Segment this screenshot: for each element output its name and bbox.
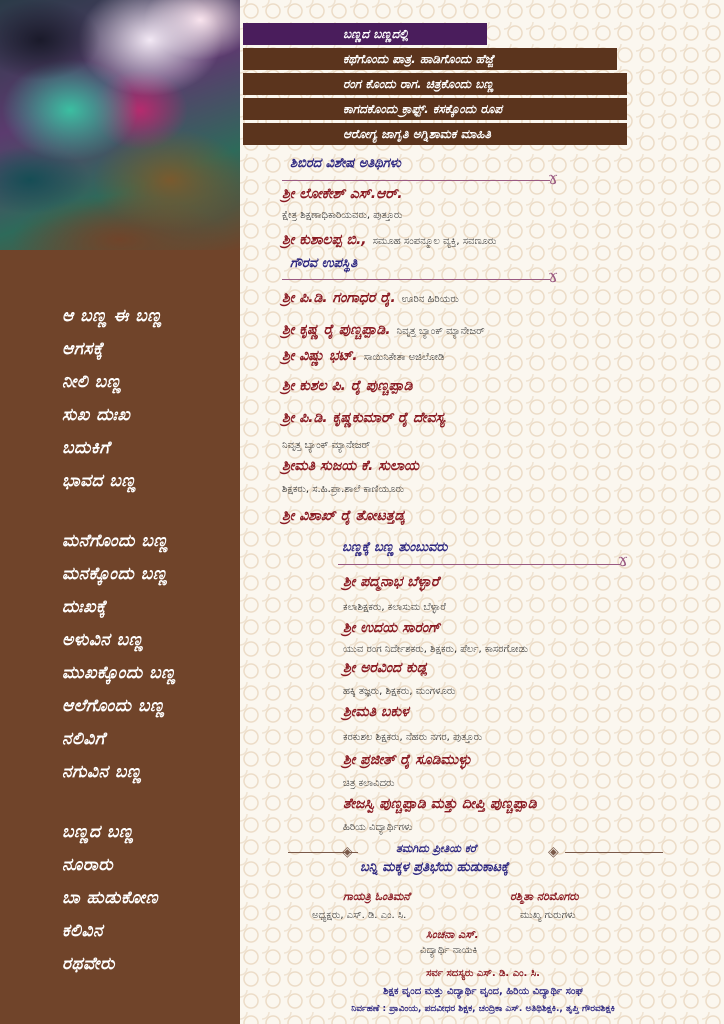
title-bar-main: ಬಣ್ಣದ ಬಣ್ಣದಲ್ಲಿ (243, 23, 487, 45)
footer-line: ಶಿಕ್ಷಕ ವೃಂದ ಮತ್ತು ವಿದ್ಯಾರ್ಥಿ ವೃಂದ, ಹಿರಿಯ ವಿದ್ಯಾರ್ಥಿ ಸಂಘ (383, 986, 583, 997)
honor-row (282, 290, 459, 306)
invite-title: ಬನ್ನಿ ಮಕ್ಕಳ ಪ್ರತಿಭೆಯ ಹುಡುಕಾಟಕ್ಕೆ (360, 860, 509, 875)
person-role: ಅಧ್ಯಕ್ಷರು, ಎಸ್. ಡಿ. ಎಂ. ಸಿ. (312, 910, 407, 921)
poem-line: ಸುಖ ದುಃಖ (62, 405, 131, 425)
poem-line: ಆಗಸಕ್ಕೆ (62, 339, 104, 359)
divider (338, 564, 620, 565)
artist-desc: ಯುವ ರಂಗ ನಿರ್ದೇಶಕರು, ಶಿಕ್ಷಕರು, ಪೆರ್ಲ, ಕಾಸರಗೋಡು (343, 644, 529, 655)
flourish-ornament: ɤ (548, 168, 559, 189)
poem-line: ಬಣ್ಣದ ಬಣ್ಣ (62, 822, 134, 842)
left-panel (0, 0, 240, 1024)
honor-desc: ನಿವೃತ್ತ ಬ್ಯಾಂಕ್ ಮ್ಯಾನೇಜರ್ (396, 326, 485, 337)
honor-desc: ಊರಿನ ಹಿರಿಯರು (401, 294, 459, 305)
poem-line: ಕಲಿವಿನ (62, 921, 103, 941)
poem (62, 300, 237, 981)
guest-name-with-desc (282, 232, 496, 248)
poem-line: ಬದುಕಿಗೆ (62, 438, 110, 458)
poem-line: ನೂರಾರು (62, 855, 114, 875)
honor-desc: ನಿವೃತ್ತ ಬ್ಯಾಂಕ್ ಮ್ಯಾನೇಜರ್ (282, 440, 371, 451)
artist-name: ತೇಜಸ್ವಿ ಪುಣ್ಚಪ್ಪಾಡಿ ಮತ್ತು ದೀಪ್ತಿ ಪುಣ್ಚಪ್ಪಾಡಿ (343, 796, 537, 812)
flourish-ornament: ɤ (618, 550, 629, 571)
person-role: ವಿದ್ಯಾರ್ಥಿ ನಾಯಕಿ (420, 945, 478, 956)
person-role: ಮುಖ್ಯ ಗುರುಗಳು (520, 910, 576, 921)
honor-name: ಶ್ರೀ ವಿಷ್ಣು ಭಟ್. (282, 348, 358, 364)
poem-line: ಮನಕ್ಕೊಂದು ಬಣ್ಣ (62, 564, 168, 584)
poem-line: ಮನೆಗೊಂದು ಬಣ್ಣ (62, 531, 169, 551)
poem-line: ಆಲೆಗೊಂದು ಬಣ್ಣ (62, 696, 165, 716)
title-bar-activity: ಆರೋಗ್ಯ ಜಾಗೃತಿ ಅಗ್ನಿಶಾಮಕ ಮಾಹಿತಿ (243, 123, 627, 145)
divider (565, 852, 663, 853)
artist-desc: ಚಿತ್ರ ಕಲಾವಿದರು (343, 778, 395, 789)
person-name: ಗಾಯತ್ರಿ ಓಂತಿಮನೆ (343, 890, 410, 903)
artist-name: ಶ್ರೀ ಅರವಿಂದ ಕುಡ್ಲ (343, 660, 428, 676)
artist-name: ಶ್ರೀ ಪದ್ಮನಾಭ ಬೆಳ್ಳಾರೆ (343, 574, 439, 590)
poem-line: ಮುಖಕ್ಕೊಂದು ಬಣ್ಣ (62, 663, 177, 683)
honor-row (282, 348, 444, 364)
poem-line: ಭಾವದ ಬಣ್ಣ (62, 471, 137, 491)
person-name: ಸಿಂಚನಾ ಎಸ್. (426, 928, 479, 941)
honor-name: ಶ್ರೀಮತಿ ಸುಜಯ ಕೆ. ಸುಲಾಯ (282, 458, 420, 474)
artists-heading: ಬಣ್ಣಕ್ಕೆ ಬಣ್ಣ ತುಂಬುವರು (342, 540, 448, 555)
honor-desc: ಶಿಕ್ಷಕರು, ಸ.ಹಿ.ಪ್ರಾ.ಶಾಲೆ ಕಾಣಿಯೂರು (282, 484, 405, 495)
guests-heading: ಶಿಬಿರದ ವಿಶೇಷ ಅತಿಥಿಗಳು (290, 156, 401, 171)
ornament-icon: ◈ (342, 844, 353, 860)
honor-heading: ಗೌರವ ಉಪಸ್ಥಿತಿ (290, 256, 358, 271)
guest-desc: ಸಮೂಹ ಸಂಪನ್ಮೂಲ ವ್ಯಕ್ತಿ, ಸವಣೂರು (372, 236, 497, 247)
poem-line: ಅಳುವಿನ ಬಣ್ಣ (62, 630, 144, 650)
honor-name: ಶ್ರೀ ಕುಶಲ ಪಿ. ರೈ ಪುಣ್ಚಪ್ಪಾಡಿ (282, 378, 413, 394)
divider (282, 279, 550, 280)
honor-name: ಶ್ರೀ ಪಿ.ಡಿ. ಕೃಷ್ಣಕುಮಾರ್ ರೈ ದೇವಸ್ಯ (282, 410, 445, 426)
title-bar-activity: ಕಥೆಗೊಂದು ಪಾತ್ರ. ಹಾಡಿಗೊಂದು ಹೆಜ್ಜೆ (243, 48, 617, 70)
poem-line: ನಲಿವಿಗೆ (62, 729, 106, 749)
artist-name: ಶ್ರೀಮತಿ ಬಕುಳ (343, 704, 409, 720)
poem-line: ನೀಲಿ ಬಣ್ಣ (62, 372, 122, 392)
artist-name: ಶ್ರೀ ಪ್ರಜೀತ್ ರೈ ಸೂಡಿಮುಳ್ಳು (343, 752, 472, 768)
poem-line: ದುಃಖಕ್ಕೆ (62, 597, 107, 617)
artist-desc: ಕರಕುಶಲ ಶಿಕ್ಷಕರು, ನೆಹರು ನಗರ, ಪುತ್ತೂರು (343, 732, 483, 743)
title-bar-activity: ರಂಗ ಕೊಂದು ರಾಗ. ಚಿತ್ರಕೊಂದು ಬಣ್ಣ (243, 73, 627, 95)
footer-line: ಸರ್ವ ಸದಸ್ಯರು ಎಸ್. ಡಿ. ಎಂ. ಸಿ. (426, 968, 540, 979)
artist-name: ಶ್ರೀ ಉದಯ ಸಾರಂಗ್ (343, 620, 441, 636)
invite-label: ತಮಗಿದು ಪ್ರೀತಿಯ ಕರೆ (396, 842, 477, 855)
guest-desc: ಕ್ಷೇತ್ರ ಶಿಕ್ಷಣಾಧಿಕಾರಿಯವರು, ಪುತ್ತೂರು (282, 210, 403, 221)
footer-line: ನಿರ್ವಹಣೆ : ಪ್ರಾವಿಂಯ, ಪದವೀಧರ ಶಿಕ್ಷಕ, ಚಂದ್ರಿಕಾ ಎಸ್. ಅತಿಥಿಶಿಕ್ಷಕಿ., ತೃಪ್ತಿ ಗೌರವಶಿಕ್ಷಕಿ (351, 1004, 615, 1014)
poem-line: ನಗುವಿನ ಬಣ್ಣ (62, 762, 142, 782)
divider (282, 180, 550, 181)
flourish-ornament: ɤ (548, 266, 559, 287)
artist-desc: ಕಲಾಶಿಕ್ಷಕರು, ಕಲಾಸುಮ ಬೆಳ್ಳಾರೆ (343, 602, 446, 613)
honor-name: ಶ್ರೀ ವಿಶಾಖ್ ರೈ ತೋಟತ್ತಡ್ಕ (282, 508, 405, 524)
honor-name: ಶ್ರೀ ಪಿ.ಡಿ. ಗಂಗಾಧರ ರೈ. (282, 290, 396, 306)
artist-desc: ಹಿರಿಯ ವಿದ್ಯಾರ್ಥಿಗಳು (343, 822, 413, 833)
guest-name: ಶ್ರೀ ಕುಶಾಲಪ್ಪ ಬಿ., (282, 232, 367, 248)
ornament-icon: ◈ (548, 844, 559, 860)
title-bar-activity: ಕಾಗದಕೊಂದು ಕ್ರಾಫ್ಟ್. ಕಸಕ್ಕೊಂದು ರೂಪ (243, 98, 627, 120)
person-name: ರಶ್ಮಿತಾ ನರಿಮೊಗರು (510, 890, 579, 903)
poem-line: ಆ ಬಣ್ಣ ಈ ಬಣ್ಣ (62, 306, 163, 326)
honor-desc: ಸಾಯಿನಿಕೇತಾ ಅಜಿಲೋಡಿ (363, 352, 445, 363)
honor-row (282, 322, 485, 338)
abstract-art-image (0, 0, 240, 250)
artist-desc: ಹಕ್ಕಿ ತಜ್ಞರು, ಶಿಕ್ಷಕರು, ಮಂಗಳೂರು (343, 686, 456, 697)
poem-line: ಬಾ ಹುಡುಕೋಣ (62, 888, 159, 908)
poem-line: ರಥವೇರು (62, 954, 115, 974)
honor-name: ಶ್ರೀ ಕೃಷ್ಣ ರೈ ಪುಣ್ಚಪ್ಪಾಡಿ. (282, 322, 391, 338)
guest-name: ಶ್ರೀ ಲೋಕೇಶ್ ಎಸ್.ಆರ್. (282, 186, 403, 202)
